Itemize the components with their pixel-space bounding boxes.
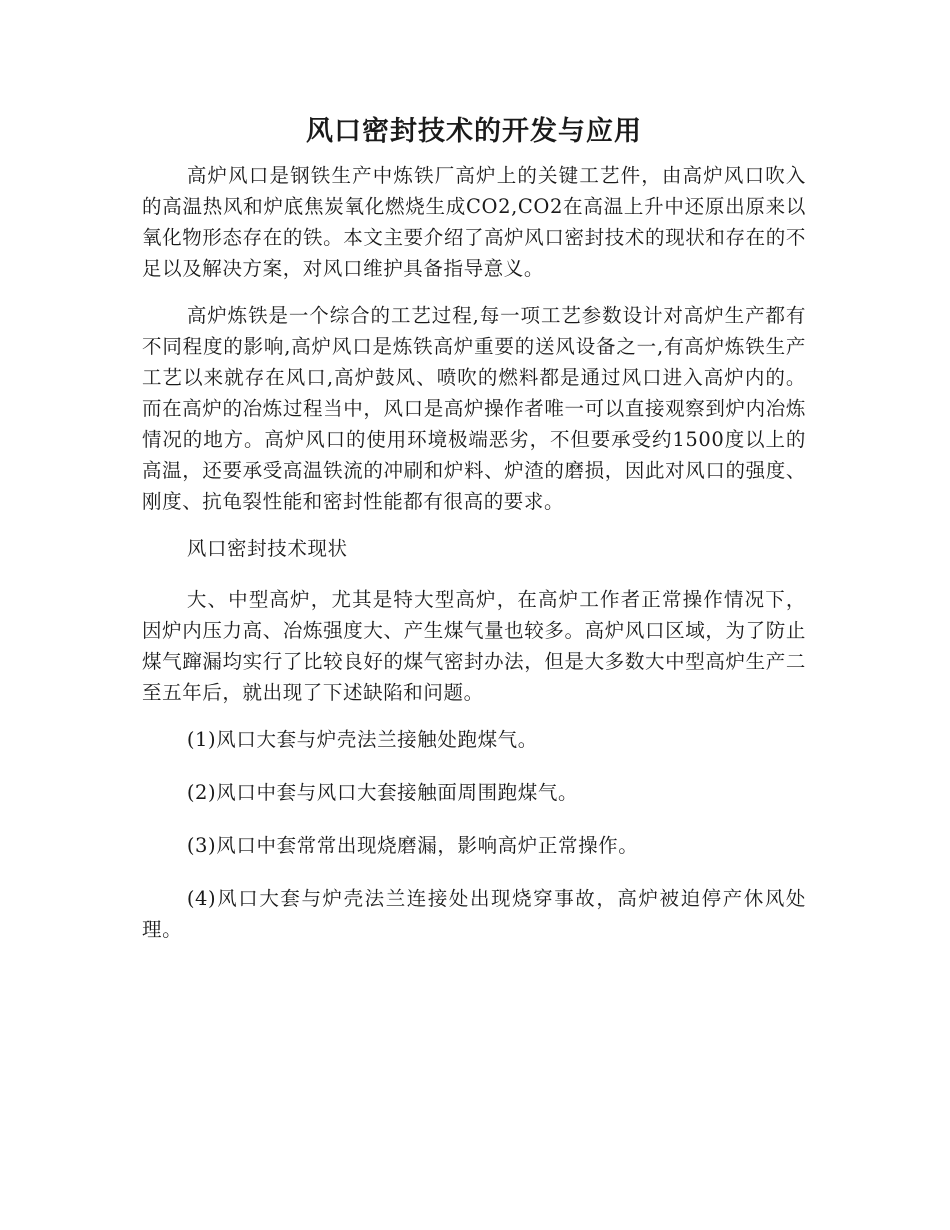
list-item: (3)风口中套常常出现烧磨漏，影响高炉正常操作。 xyxy=(186,834,639,857)
body-paragraph: 大、中型高炉，尤其是特大型高炉，在高炉工作者正常操作情况下，因炉内压力高、冶炼强度大、产生煤气量也较多。高炉风口区域，为了防止煤气蹿漏均实行了比较良好的煤气密封办法，但是大多数大中型高炉生产二至五年后，就出现了下述缺陷和问题。 xyxy=(142,588,806,704)
list-item: (2)风口中套与风口大套接触面周围跑煤气。 xyxy=(186,781,579,804)
list-item: (1)风口大套与炉壳法兰接触处跑煤气。 xyxy=(186,728,538,751)
section-heading: 风口密封技术现状 xyxy=(186,537,348,560)
intro-paragraph: 高炉风口是钢铁生产中炼铁厂高炉上的关键工艺件，由高炉风口吹入的高温热风和炉底焦炭氧化燃烧生成CO2,CO2在高温上升中还原出原来以氧化物形态存在的铁。本文主要介绍了高炉风口密封技术的现状和存在的不足以及解决方案，对风口维护具备指导意义。 xyxy=(142,164,806,280)
document-body xyxy=(142,112,806,961)
list-item: (4)风口大套与炉壳法兰连接处出现烧穿事故，高炉被迫停产休风处理。 xyxy=(142,887,806,941)
document-title: 风口密封技术的开发与应用 xyxy=(306,116,642,147)
body-paragraph: 高炉炼铁是一个综合的工艺过程,每一项工艺参数设计对高炉生产都有不同程度的影响,高炉风口是炼铁高炉重要的送风设备之一,有高炉炼铁生产工艺以来就存在风口,高炉鼓风、喷吹的燃料都是通过风口进入高炉内的。而在高炉的冶炼过程当中，风口是高炉操作者唯一可以直接观察到炉内冶炼情况的地方。高炉风口的使用环境极端恶劣，不但要承受约1500度以上的高温，还要承受高温铁流的冲刷和炉料、炉渣的磨损，因此对风口的强度、刚度、抗龟裂性能和密封性能都有很高的要求。 xyxy=(142,304,806,513)
